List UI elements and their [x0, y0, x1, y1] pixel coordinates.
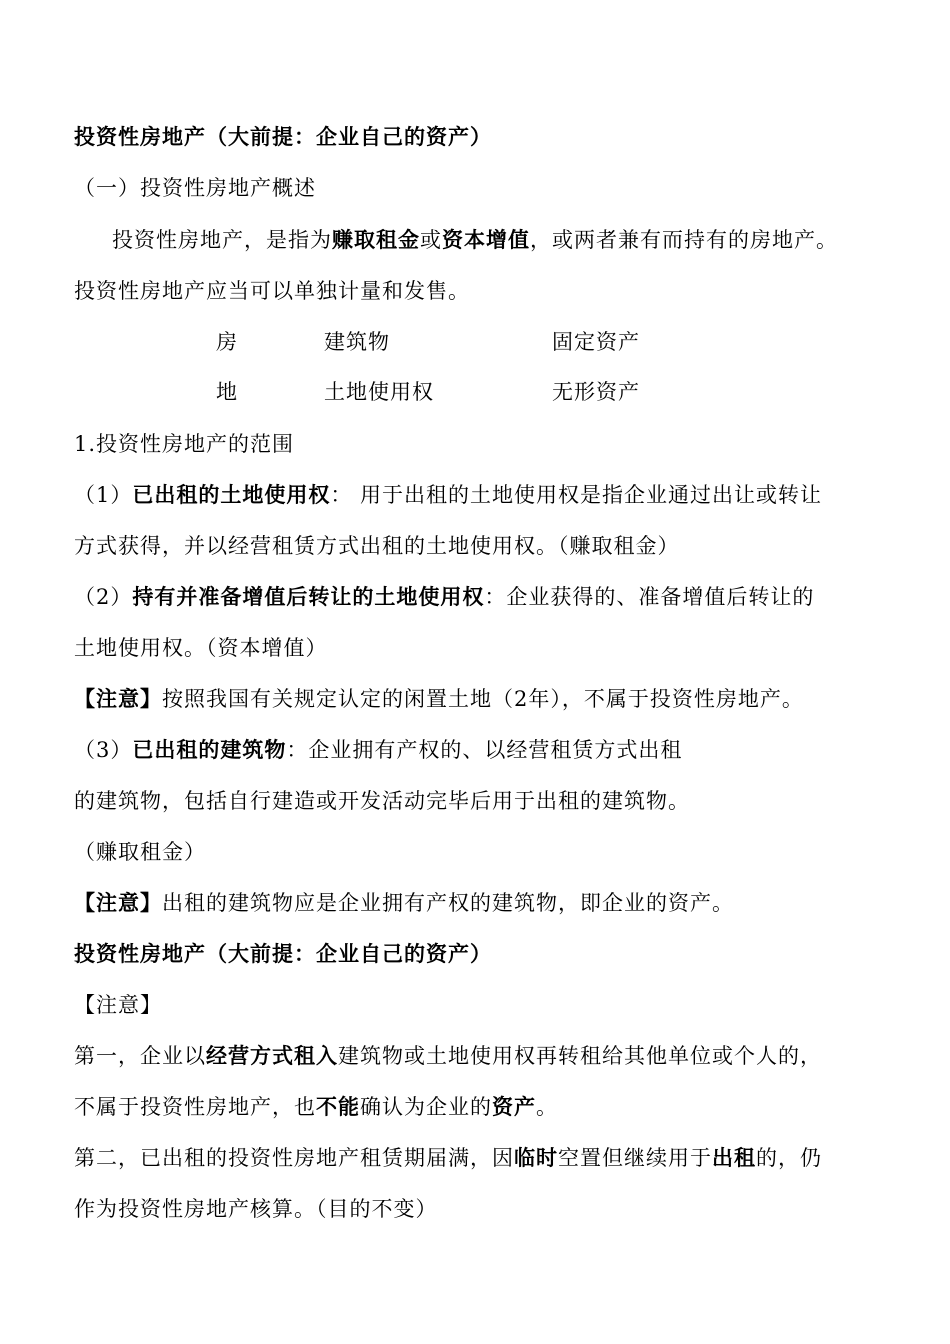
first-line2-bold-asset: 资产: [492, 1094, 536, 1119]
scope-title: 1.投资性房地产的范围: [74, 432, 295, 456]
note1-text: 按照我国有关规定认定的闲置土地（2年），不属于投资性房地产。: [162, 687, 804, 711]
item1-rest: ： 用于出租的土地使用权是指企业通过出让或转让: [330, 483, 823, 507]
note3-label: 【注意】: [74, 993, 162, 1017]
item3-line2: 的建筑物，包括自行建造或开发活动完毕后用于出租的建筑物。: [74, 789, 690, 813]
first-text-a: 第一，企业以: [74, 1044, 206, 1068]
definition-paragraph-line2: 投资性房地产应当可以单独计量和发售。: [74, 279, 470, 303]
first-line2-bold-cannot: 不能: [316, 1094, 360, 1119]
item3-line3: （赚取租金）: [74, 840, 206, 864]
first-line2-a: 不属于投资性房地产，也: [74, 1095, 316, 1119]
second-text-a: 第二，已出租的投资性房地产租赁期届满，因: [74, 1146, 514, 1170]
first-bold-operating-lease: 经营方式租入: [206, 1043, 338, 1068]
second-text-d: 的，仍: [756, 1146, 822, 1170]
item1-number: （1）: [74, 483, 133, 507]
heading-investment-property: 投资性房地产（大前提：企业自己的资产）: [74, 124, 492, 149]
first-point-line2: [74, 1093, 558, 1121]
second-text-c: 空置但继续用于: [558, 1146, 712, 1170]
first-text-c: 建筑物或土地使用权再转租给其他单位或个人的，: [338, 1044, 822, 1068]
item3-rest: ：企业拥有产权的、以经营租赁方式出租: [286, 738, 683, 762]
definition-paragraph: [112, 226, 838, 254]
first-point-line1: [74, 1042, 822, 1070]
definition-bold-rent: 赚取租金: [332, 227, 420, 252]
item3-bold: 已出租的建筑物: [132, 737, 287, 762]
note1: [74, 685, 804, 713]
second-bold-rent: 出租: [712, 1145, 756, 1170]
item1-line2: 方式获得，并以经营租赁方式出租的土地使用权。（赚取租金）: [74, 534, 680, 558]
item2-bold: 持有并准备增值后转让的土地使用权: [132, 584, 485, 609]
first-line2-e: 。: [536, 1095, 558, 1119]
note2-label: 【注意】: [74, 890, 162, 915]
item2-rest: ：企业获得的、准备增值后转让的: [484, 585, 815, 609]
first-line2-c: 确认为企业的: [360, 1095, 492, 1119]
table-r1-c2: 建筑物: [324, 330, 390, 354]
definition-text-a: 投资性房地产，是指为: [112, 228, 332, 252]
item3-line1: [74, 736, 682, 764]
item2-line2: 土地使用权。（资本增值）: [74, 636, 328, 660]
heading-investment-property-repeat: 投资性房地产（大前提：企业自己的资产）: [74, 941, 492, 966]
definition-text-c: 或: [420, 228, 442, 252]
second-point-line1: [74, 1144, 822, 1172]
item3-number: （3）: [74, 738, 133, 762]
table-r1-c3: 固定资产: [552, 330, 640, 354]
table-r2-c1: 地: [216, 380, 238, 404]
second-point-line2: 作为投资性房地产核算。（目的不变）: [74, 1197, 438, 1221]
table-r2-c3: 无形资产: [552, 380, 640, 404]
item2-number: （2）: [74, 585, 133, 609]
definition-text-d: ，或两者兼有而持有的房地产。: [530, 228, 838, 252]
note2: [74, 889, 734, 917]
note1-label: 【注意】: [74, 686, 162, 711]
table-r2-c2: 土地使用权: [324, 380, 434, 404]
second-bold-temporary: 临时: [514, 1145, 558, 1170]
item1-bold: 已出租的土地使用权: [132, 482, 331, 507]
item2-line1: [74, 583, 814, 611]
definition-bold-appreciation: 资本增值: [442, 227, 530, 252]
item1-line1: [74, 481, 822, 509]
section-overview-title: （一）投资性房地产概述: [74, 176, 316, 200]
table-r1-c1: 房: [216, 330, 238, 354]
note2-text: 出租的建筑物应是企业拥有产权的建筑物，即企业的资产。: [162, 891, 734, 915]
